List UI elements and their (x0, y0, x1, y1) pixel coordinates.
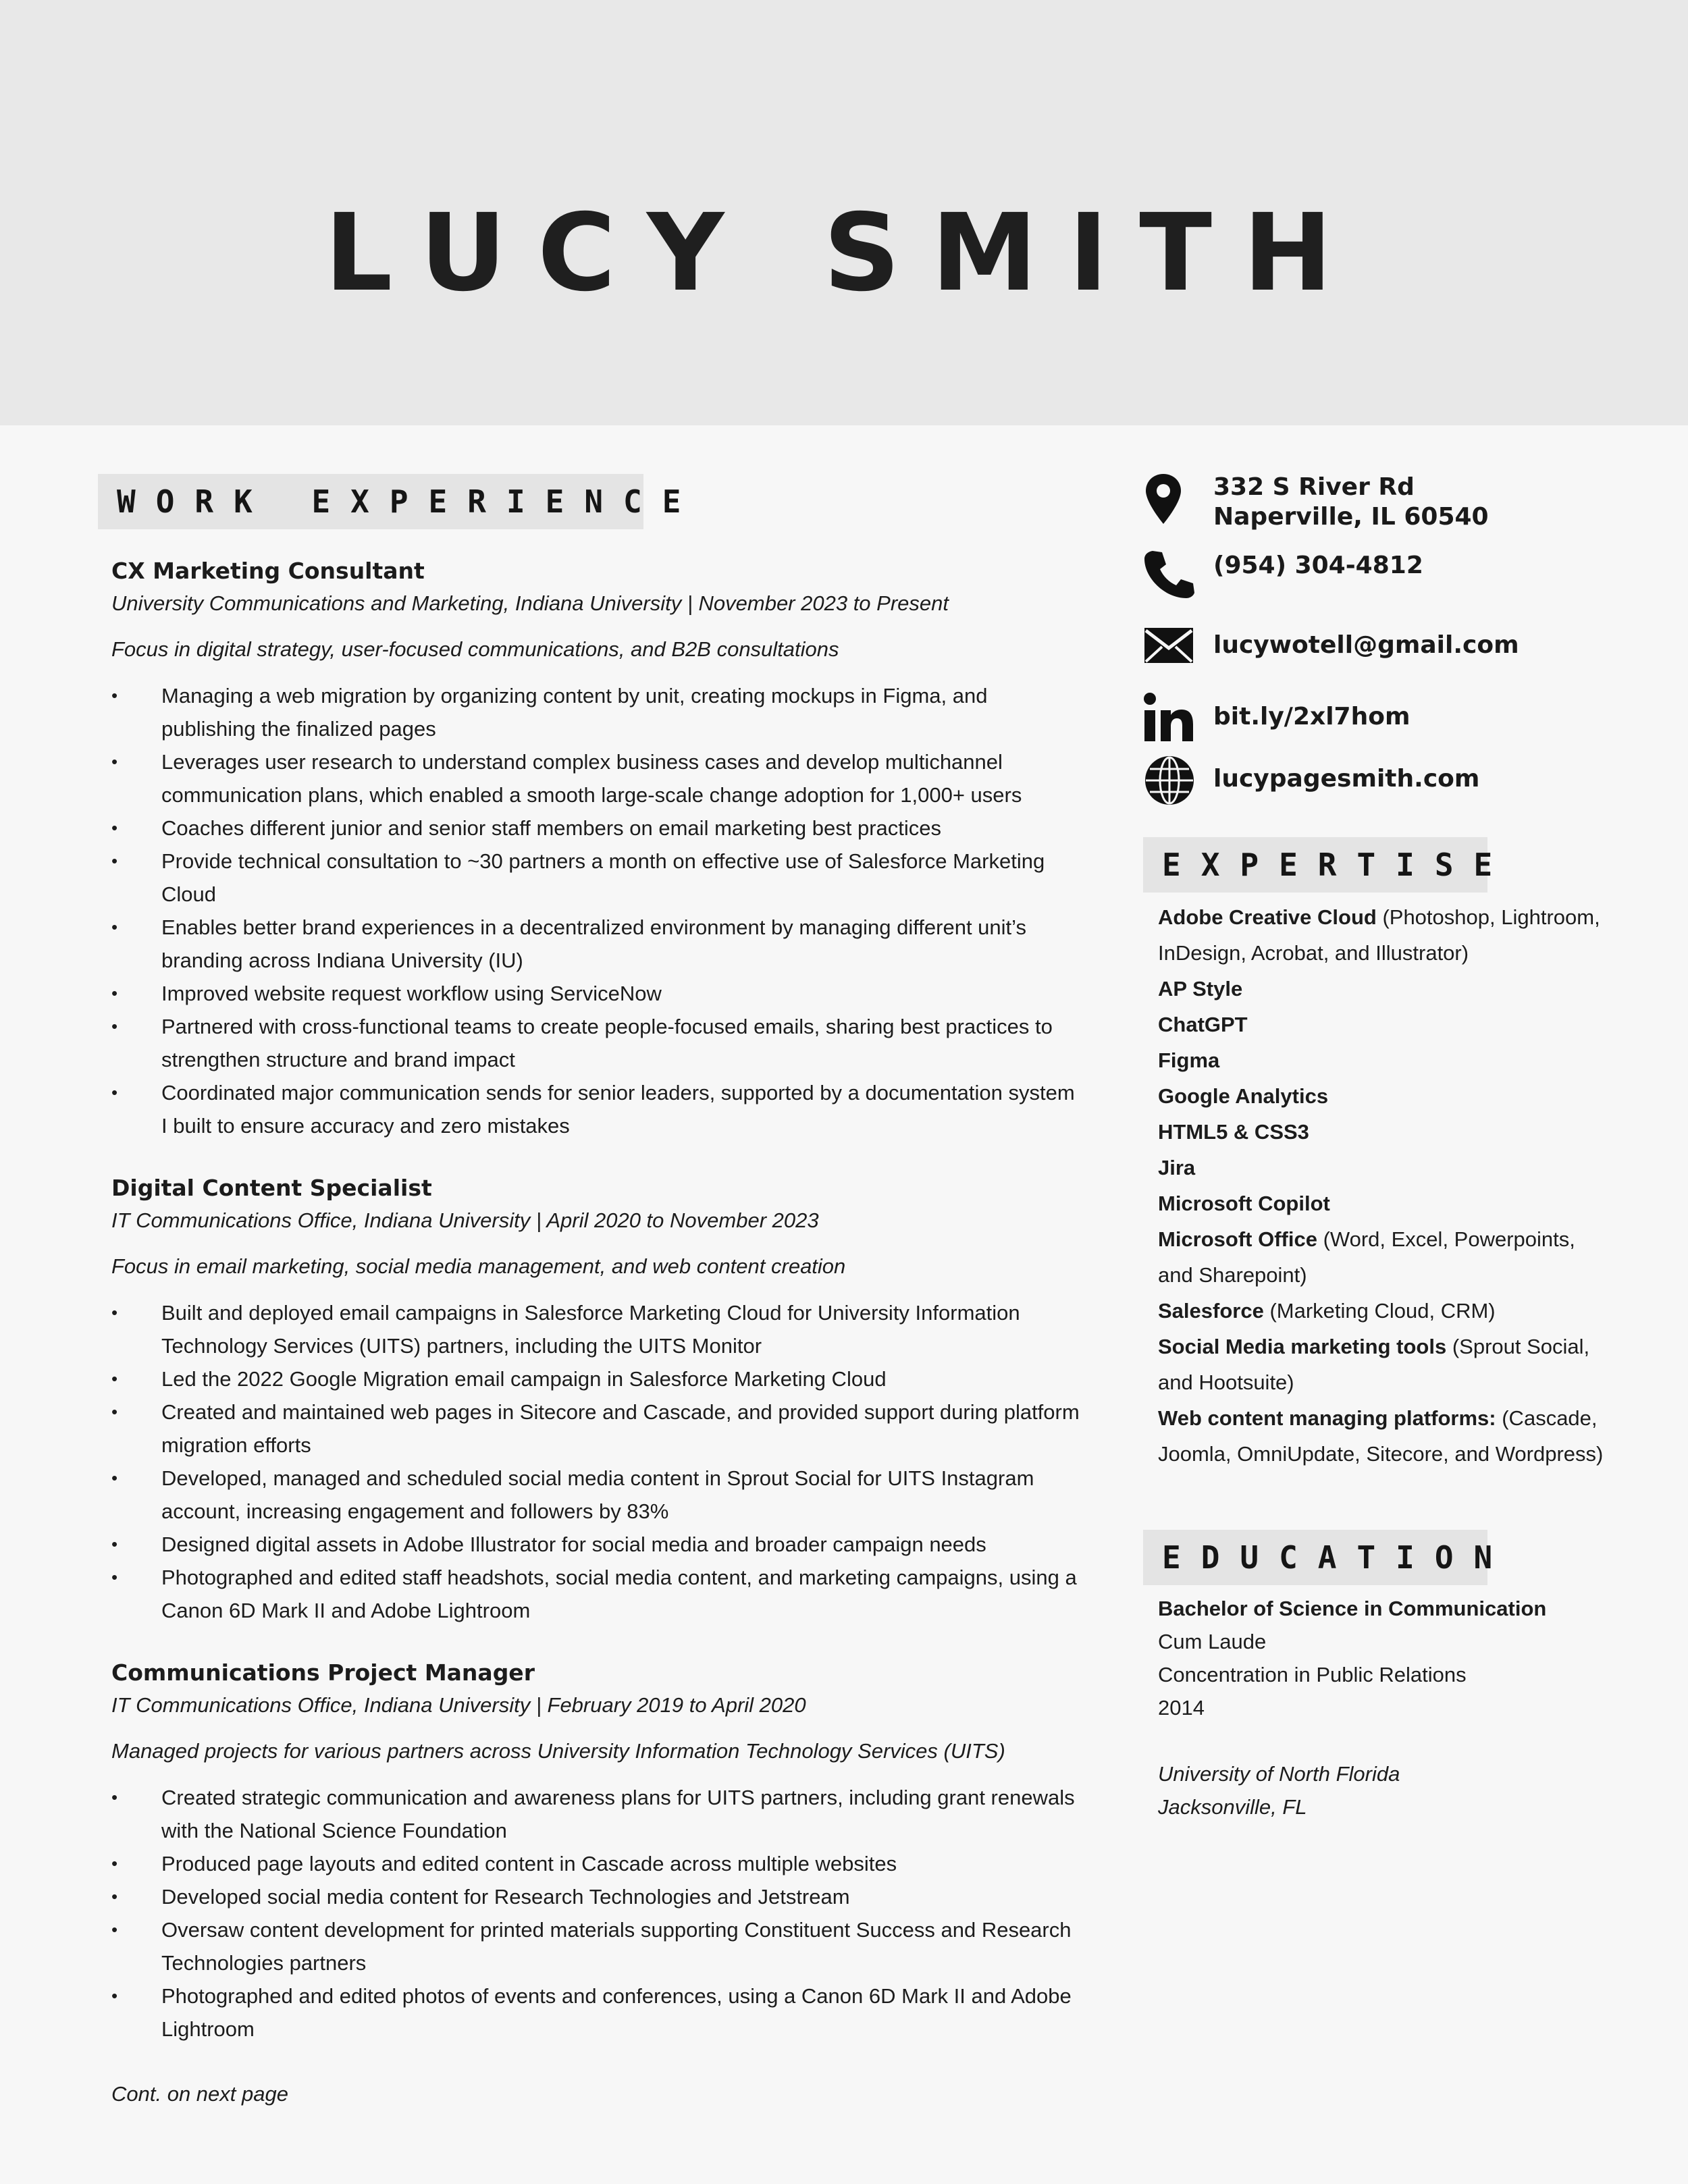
linkedin-icon (1143, 690, 1197, 744)
work-experience-heading: WORK EXPERIENCE (98, 474, 643, 529)
bullet-item: • Led the 2022 Google Migration email campaign in Salesforce Marketing Cloud (111, 1362, 1084, 1395)
phone-icon (1143, 547, 1197, 601)
bullet-item: • Created and maintained web pages in Sitecore and Cascade, and provided support during platform migration efforts (111, 1395, 1084, 1462)
job-3-bullets (111, 1781, 1084, 2046)
job-organization: University Communications and Marketing, Indiana University | November 2023 to Present (111, 591, 949, 615)
globe-icon (1143, 753, 1197, 807)
expertise-item: Figma (1158, 1048, 1220, 1072)
expertise-item: Social Media marketing tools (Sprout Social, and Hootsuite) (1158, 1335, 1590, 1394)
bullet-item: • Oversaw content development for printed materials supporting Constituent Success and Research Technologies partners (111, 1913, 1084, 1979)
job-title: Digital Content Specialist (111, 1175, 432, 1201)
bullet-item: • Provide technical consultation to ~30 partners a month on effective use of Salesforce Marketing Cloud (111, 845, 1084, 911)
bullet-item: • Coordinated major communication sends for senior leaders, supported by a documentation system I built to ensure accuracy and zero mistakes (111, 1076, 1084, 1142)
education-heading: EDUCATION (1143, 1530, 1487, 1585)
expertise-item: Google Analytics (1158, 1084, 1329, 1108)
job-focus: Focus in digital strategy, user-focused communications, and B2B consultations (111, 637, 839, 661)
graduation-year: 2014 (1158, 1696, 1205, 1720)
work-experience-column (98, 474, 1084, 2110)
bullet-item: • Developed social media content for Research Technologies and Jetstream (111, 1880, 1084, 1913)
bullet-item: • Built and deployed email campaigns in Salesforce Marketing Cloud for University Information Technology Services (UITS) partners, including the UITS Monitor (111, 1296, 1084, 1362)
bullet-item: • Leverages user research to understand complex business cases and develop multichannel communication plans, which enabled a smooth large-scale change adoption for 1,000+ users (111, 745, 1084, 811)
bullet-item: • Designed digital assets in Adobe Illustrator for social media and broader campaign needs (111, 1528, 1084, 1561)
job-1 (111, 555, 1084, 666)
bullet-item: • Produced page layouts and edited content in Cascade across multiple websites (111, 1847, 1084, 1880)
email-address: lucywotell@gmail.com (1213, 631, 1519, 659)
expertise-item: Microsoft Office (Word, Excel, Powerpoints, and Sharepoint) (1158, 1227, 1575, 1287)
expertise-item: HTML5 & CSS3 (1158, 1120, 1309, 1144)
contact-linkedin (1143, 690, 1616, 744)
degree: Bachelor of Science in Communication (1158, 1597, 1547, 1620)
job-3 (111, 1657, 1084, 1767)
job-2 (111, 1172, 1084, 1283)
bullet-item: • Enables better brand experiences in a decentralized environment by managing different unit’s branding across Indiana University (IU) (111, 911, 1084, 977)
education-details (1158, 1592, 1616, 1823)
expertise-item: Salesforce (Marketing Cloud, CRM) (1158, 1299, 1496, 1323)
bullet-item: • Developed, managed and scheduled social media content in Sprout Social for UITS Instagram account, increasing engagement and followers by 83% (111, 1462, 1084, 1528)
contact-website (1143, 753, 1616, 807)
concentration: Concentration in Public Relations (1158, 1663, 1467, 1686)
job-organization: IT Communications Office, Indiana University | April 2020 to November 2023 (111, 1208, 819, 1232)
continued-note: Cont. on next page (111, 2082, 288, 2106)
bullet-item: • Photographed and edited photos of events and conferences, using a Canon 6D Mark II and Adobe Lightroom (111, 1979, 1084, 2046)
expertise-item: Adobe Creative Cloud (Photoshop, Lightroom, InDesign, Acrobat, and Illustrator) (1158, 905, 1600, 965)
linkedin-url[interactable]: bit.ly/2xl7hom (1213, 703, 1410, 730)
website-url[interactable]: lucypagesmith.com (1213, 765, 1480, 793)
bullet-item: • Managing a web migration by organizing content by unit, creating mockups in Figma, and publishing the finalized pages (111, 679, 1084, 745)
address-line2: Naperville, IL 60540 (1213, 503, 1489, 531)
bullet-item: • Photographed and edited staff headshots, social media content, and marketing campaigns, using a Canon 6D Mark II and Adobe Lightroom (111, 1561, 1084, 1627)
job-title: CX Marketing Consultant (111, 558, 425, 584)
job-title: Communications Project Manager (111, 1659, 535, 1686)
school-name: University of North Florida (1158, 1762, 1400, 1786)
expertise-heading: EXPERTISE (1143, 837, 1487, 893)
job-focus: Managed projects for various partners across University Information Technology Services (UITS) (111, 1739, 1005, 1763)
envelope-icon (1143, 618, 1197, 672)
bullet-item: • Coaches different junior and senior staff members on email marketing best practices (111, 811, 1084, 845)
contact-phone (1143, 547, 1616, 601)
expertise-list (1158, 899, 1616, 1472)
address-line1: 332 S River Rd (1213, 473, 1415, 501)
phone-number: (954) 304-4812 (1213, 552, 1423, 579)
school-location: Jacksonville, FL (1158, 1795, 1307, 1819)
expertise-item: AP Style (1158, 977, 1243, 1001)
job-1-bullets (111, 679, 1084, 1142)
bullet-item: • Partnered with cross-functional teams to create people-focused emails, sharing best practices to strengthen structure and brand impact (111, 1010, 1084, 1076)
location-pin-icon (1143, 473, 1197, 527)
header-banner (0, 0, 1688, 425)
expertise-item: Jira (1158, 1156, 1196, 1179)
job-focus: Focus in email marketing, social media management, and web content creation (111, 1254, 846, 1278)
honors: Cum Laude (1158, 1630, 1267, 1653)
candidate-name: LUCY SMITH (324, 191, 1364, 315)
job-organization: IT Communications Office, Indiana University | February 2019 to April 2020 (111, 1693, 806, 1717)
contact-email (1143, 618, 1616, 672)
bullet-item: • Improved website request workflow using ServiceNow (111, 977, 1084, 1010)
job-2-bullets (111, 1296, 1084, 1627)
expertise-item: Web content managing platforms: (Cascade, Joomla, OmniUpdate, Sitecore, and Wordpress) (1158, 1406, 1604, 1466)
expertise-item: ChatGPT (1158, 1013, 1248, 1036)
expertise-item: Microsoft Copilot (1158, 1192, 1330, 1215)
sidebar-column (1143, 473, 1616, 1823)
bullet-item: • Created strategic communication and awareness plans for UITS partners, including grant renewals with the National Science Foundation (111, 1781, 1084, 1847)
contact-address (1143, 473, 1616, 532)
